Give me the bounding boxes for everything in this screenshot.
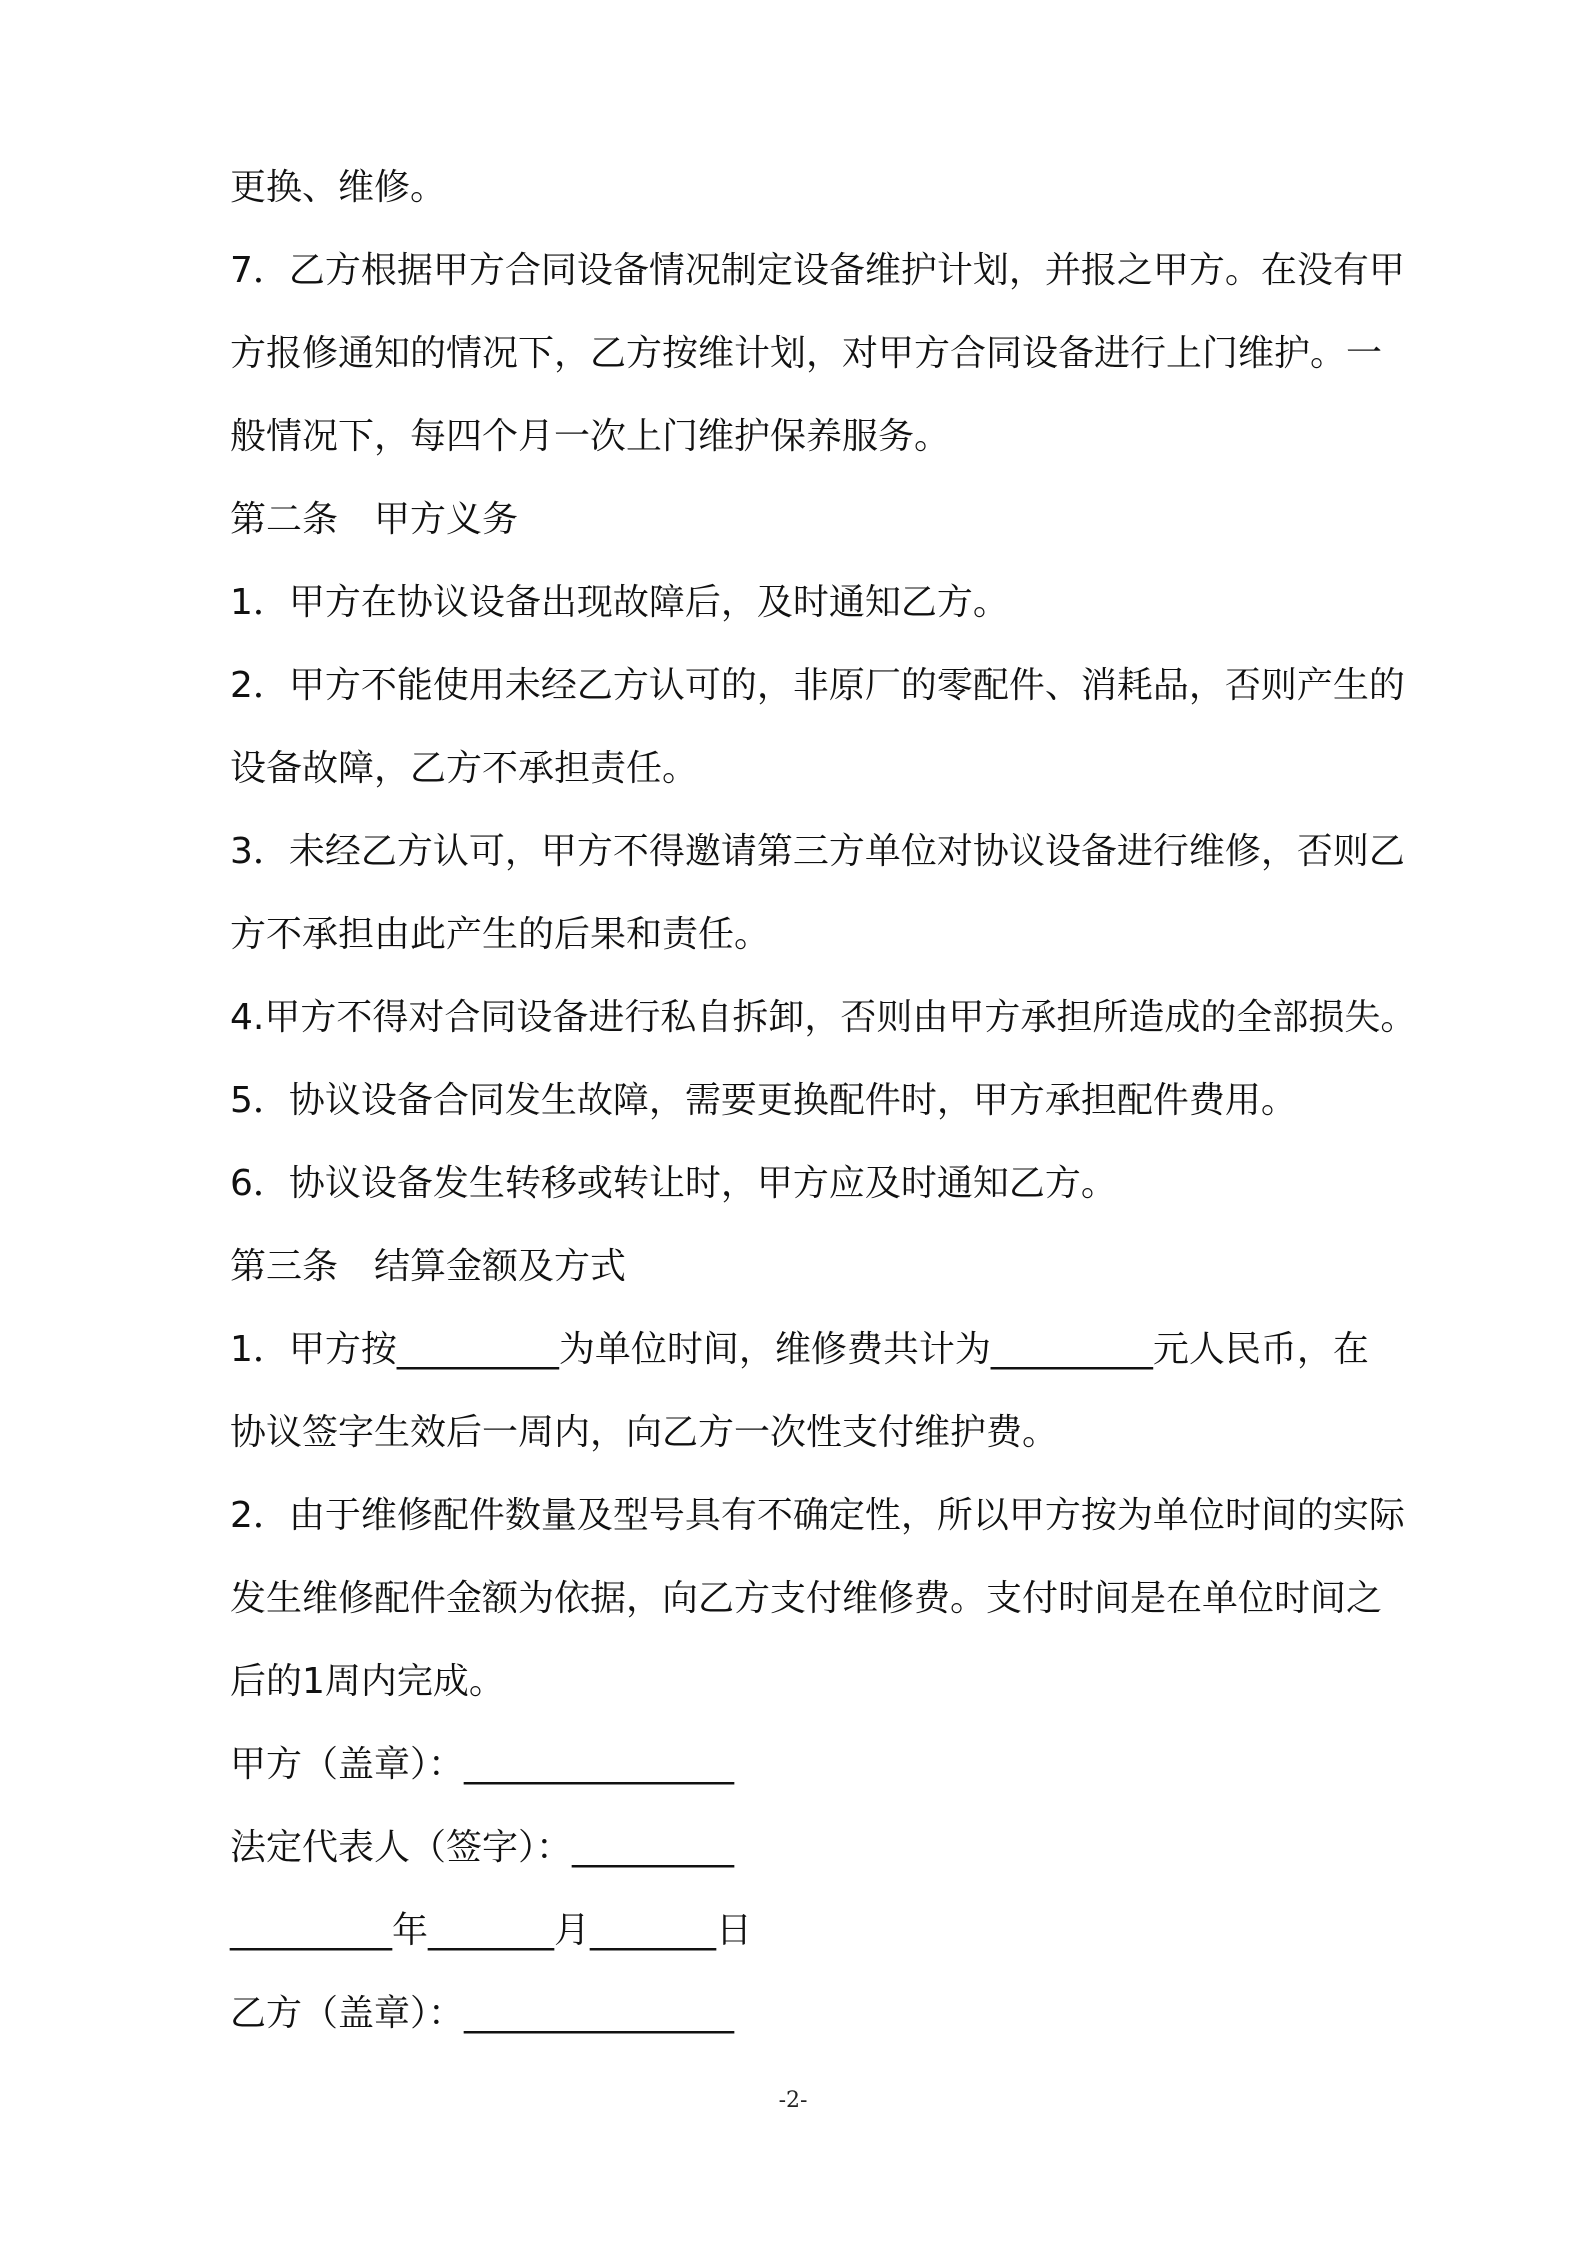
document-body [230,146,1450,2055]
section-heading: 第三条 结算金额及方式 [230,1246,627,1287]
text-line: 3．未经乙方认可，甲方不得邀请第三方单位对协议设备进行维修，否则乙 [230,831,1405,872]
text-line: 更换、维修。 [230,167,447,208]
section-heading: 第二条 甲方义务 [230,499,519,540]
text-line: 5．协议设备合同发生故障，需要更换配件时，甲方承担配件费用。 [230,1080,1297,1121]
text-line: 方报修通知的情况下，乙方按维计划，对甲方合同设备进行上门维护。一 [230,333,1383,374]
text-line: 般情况下，每四个月一次上门维护保养服务。 [230,416,951,457]
text-line: 后的1周内完成。 [230,1661,505,1702]
date-line: _________年_______月_______日 [230,1910,752,1951]
party-a-seal-line: 甲方（盖章）：_______________ [230,1744,735,1785]
party-b-seal-line: 乙方（盖章）：_______________ [230,1993,735,2034]
legal-representative-signature-line: 法定代表人（签字）：_________ [230,1827,735,1868]
text-line: 4.甲方不得对合同设备进行私自拆卸，否则由甲方承担所造成的全部损失。 [230,997,1417,1038]
text-line: 1．甲方按_________为单位时间，维修费共计为_________元人民币，在 [230,1329,1369,1370]
text-line: 2．甲方不能使用未经乙方认可的，非原厂的零配件、消耗品，否则产生的 [230,665,1405,706]
text-line: 1．甲方在协议设备出现故障后，及时通知乙方。 [230,582,1009,623]
text-line: 设备故障，乙方不承担责任。 [230,748,699,789]
text-line: 发生维修配件金额为依据，向乙方支付维修费。支付时间是在单位时间之 [230,1578,1383,1619]
text-line: 7．乙方根据甲方合同设备情况制定设备维护计划，并报之甲方。在没有甲 [230,250,1405,291]
page-number: -2- [778,2088,808,2113]
text-line: 6．协议设备发生转移或转让时，甲方应及时通知乙方。 [230,1163,1117,1204]
text-line: 协议签字生效后一周内，向乙方一次性支付维护费。 [230,1412,1059,1453]
text-line: 2．由于维修配件数量及型号具有不确定性，所以甲方按为单位时间的实际 [230,1495,1405,1536]
text-line: 方不承担由此产生的后果和责任。 [230,914,771,955]
